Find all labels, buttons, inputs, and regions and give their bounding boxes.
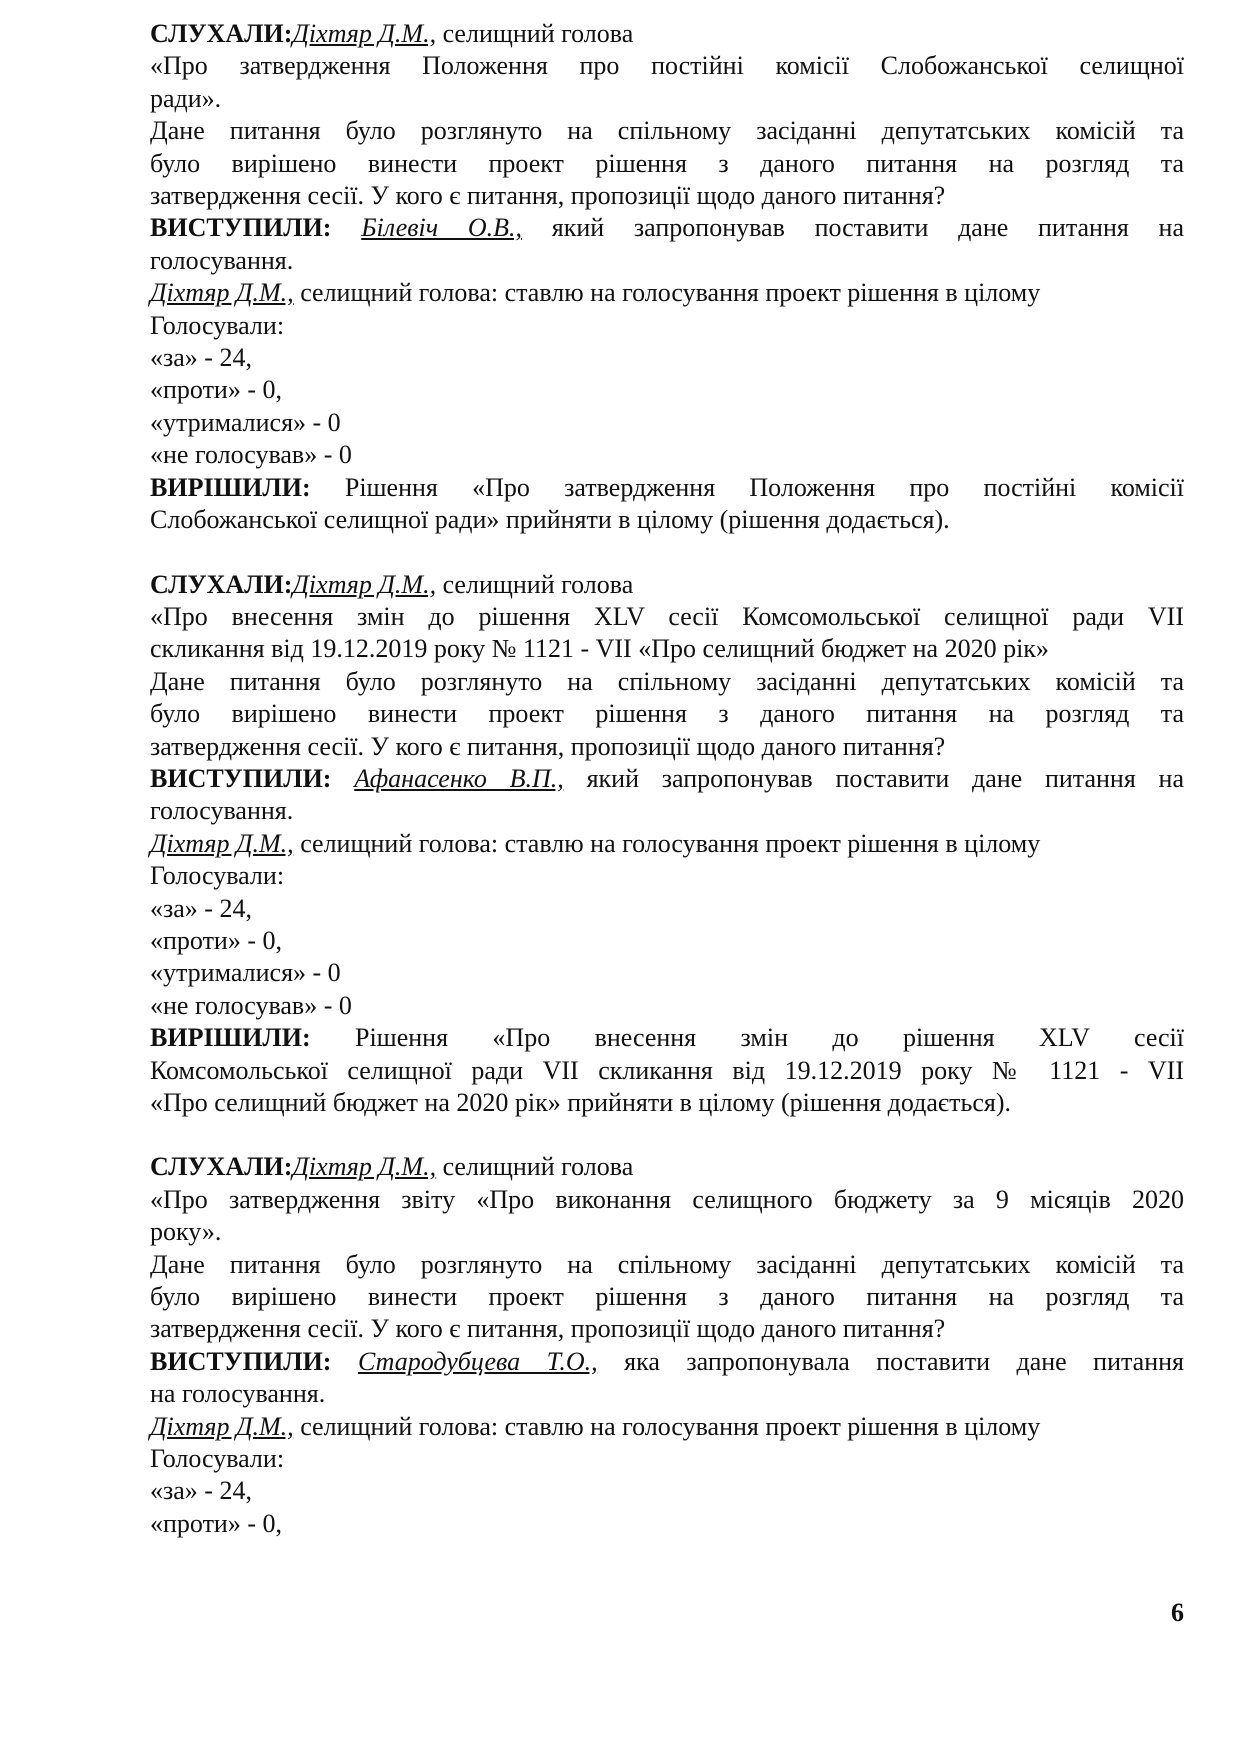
spoke-name: Стародубцева Т.О., xyxy=(357,1346,598,1376)
vote-line: Голосували: xyxy=(150,1444,285,1474)
page-number: 6 xyxy=(1171,1598,1184,1627)
section-spacer xyxy=(150,537,1184,569)
chair-line xyxy=(150,828,1184,860)
agenda-item-3 xyxy=(150,1151,1184,1540)
spoke-name: Афанасенко В.П., xyxy=(354,763,564,793)
discussion-line: було вирішено винести проект рішення з даного питання на розгляд та xyxy=(150,1282,1184,1312)
heard-line xyxy=(150,18,1184,50)
agenda-item-2 xyxy=(150,569,1184,1120)
spoke-label: ВИСТУПИЛИ: xyxy=(150,763,332,793)
speaker-role: селищний голова xyxy=(436,19,634,48)
vote-line: «проти» - 0, xyxy=(150,1508,283,1538)
spoke-line-cont: голосування. xyxy=(150,245,294,275)
decision-line xyxy=(150,472,1184,504)
discussion-line: затвердження сесії. У кого є питання, пропозиції щодо даного питання? xyxy=(150,731,946,761)
vote-line: «проти» - 0, xyxy=(150,925,283,955)
vote-line: «не голосував» - 0 xyxy=(150,990,352,1020)
vote-line: «за» - 24, xyxy=(150,1476,252,1506)
topic-line: «Про затвердження звіту «Про виконання селищного бюджету за 9 місяців 2020 xyxy=(150,1184,1184,1214)
speaker-name: Діхтяр Д.М., xyxy=(292,569,437,599)
document-page xyxy=(150,18,1184,1540)
discussion-line: було вирішено винести проект рішення з даного питання на розгляд та xyxy=(150,148,1184,178)
vote-line: Голосували: xyxy=(150,310,285,340)
spoke-line-cont: голосування. xyxy=(150,796,294,826)
chair-text: селищний голова: ставлю на голосування проект рішення в цілому xyxy=(293,278,1041,308)
chair-line xyxy=(150,1411,1184,1443)
discussion-line: було вирішено винести проект рішення з даного питання на розгляд та xyxy=(150,699,1184,729)
section-spacer xyxy=(150,1119,1184,1151)
spoke-label: ВИСТУПИЛИ: xyxy=(150,1346,332,1376)
discussion-line: Дане питання було розглянуто на спільному засіданні депутатських комісій та xyxy=(150,116,1184,146)
topic-line: ради». xyxy=(150,83,222,113)
vote-line: «за» - 24, xyxy=(150,893,252,923)
discussion-line: затвердження сесії. У кого є питання, пропозиції щодо даного питання? xyxy=(150,181,946,211)
discussion-line: затвердження сесії. У кого є питання, пропозиції щодо даного питання? xyxy=(150,1314,946,1344)
decision-text: Рішення «Про затвердження Положення про постійні комісії xyxy=(310,472,1184,502)
vote-line: «проти» - 0, xyxy=(150,375,283,405)
spoke-text: який запропонував поставити дане питання на xyxy=(522,213,1185,243)
spoke-label: ВИСТУПИЛИ: xyxy=(150,213,332,243)
topic-line: «Про внесення змін до рішення XLV сесії Комсомольської селищної ради VII xyxy=(150,601,1184,631)
decision-text: Рішення «Про внесення змін до рішення XLV сесії xyxy=(310,1023,1184,1053)
discussion-line: Дане питання було розглянуто на спільному засіданні депутатських комісій та xyxy=(150,666,1184,696)
agenda-item-1 xyxy=(150,18,1184,537)
spoke-text: яка запропонувала поставити дане питання xyxy=(597,1346,1185,1376)
decided-label: ВИРІШИЛИ: xyxy=(150,472,311,502)
heard-label: СЛУХАЛИ: xyxy=(150,569,293,599)
vote-line: «утрималися» - 0 xyxy=(150,407,341,437)
speaker-name: Діхтяр Д.М., xyxy=(292,19,437,48)
heard-line xyxy=(150,1151,1184,1183)
discussion-line: Дане питання було розглянуто на спільному засіданні депутатських комісій та xyxy=(150,1249,1184,1279)
spoke-line-cont: на голосування. xyxy=(150,1379,326,1409)
chair-line xyxy=(150,277,1184,309)
chair-text: селищний голова: ставлю на голосування проект рішення в цілому xyxy=(293,1411,1041,1441)
heard-line xyxy=(150,569,1184,601)
chair-name: Діхтяр Д.М., xyxy=(150,1411,294,1441)
chair-name: Діхтяр Д.М., xyxy=(150,828,294,858)
decision-line-cont: «Про селищний бюджет на 2020 рік» прийняти в цілому (рішення додається). xyxy=(150,1088,1011,1117)
decision-line xyxy=(150,1022,1184,1054)
decided-label: ВИРІШИЛИ: xyxy=(150,1023,311,1053)
speaker-role: селищний голова xyxy=(436,1152,634,1182)
vote-line: «не голосував» - 0 xyxy=(150,440,352,470)
topic-line: скликання від 19.12.2019 року № 1121 - VII «Про селищний бюджет на 2020 рік» xyxy=(150,634,1049,664)
speaker-role: селищний голова xyxy=(436,569,634,599)
heard-label: СЛУХАЛИ: xyxy=(150,19,293,48)
vote-line: «утрималися» - 0 xyxy=(150,958,341,988)
topic-line: року». xyxy=(150,1217,222,1247)
heard-label: СЛУХАЛИ: xyxy=(150,1152,293,1182)
spoke-line xyxy=(150,1346,1184,1378)
decision-line-cont: Комсомольської селищної ради VII скликання від 19.12.2019 року № 1121 - VII xyxy=(150,1055,1184,1085)
speaker-name: Діхтяр Д.М., xyxy=(292,1152,437,1182)
topic-line: «Про затвердження Положення про постійні комісії Слобожанської селищної xyxy=(150,51,1184,81)
spoke-line xyxy=(150,763,1184,795)
spoke-text: який запропонував поставити дане питання на xyxy=(563,763,1185,793)
vote-line: «за» - 24, xyxy=(150,343,252,373)
chair-text: селищний голова: ставлю на голосування проект рішення в цілому xyxy=(293,828,1041,858)
spoke-name: Білевіч О.В., xyxy=(361,213,523,243)
chair-name: Діхтяр Д.М., xyxy=(150,278,294,308)
spoke-line xyxy=(150,212,1184,244)
vote-line: Голосували: xyxy=(150,861,285,891)
decision-line-cont: Слобожанської селищної ради» прийняти в цілому (рішення додається). xyxy=(150,505,950,535)
